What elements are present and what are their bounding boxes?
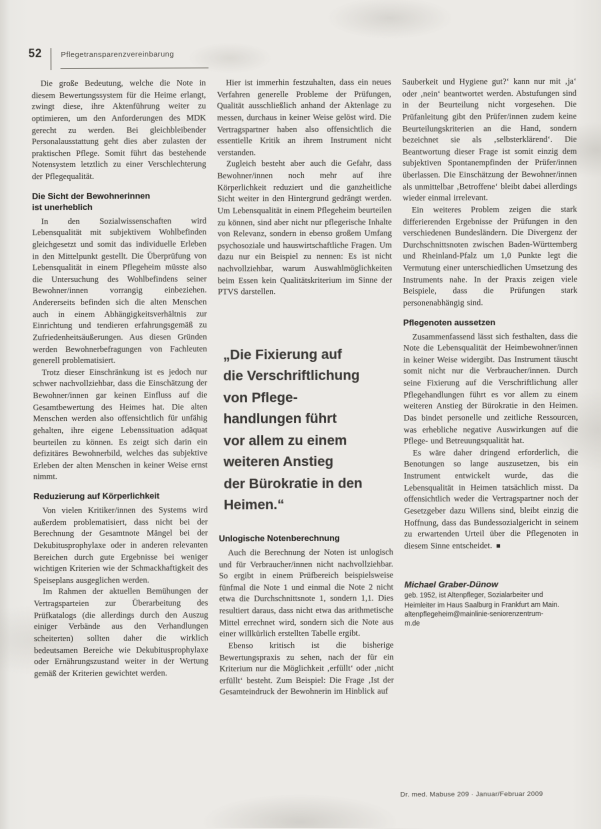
pull-quote-line: von Pflege- [223,389,298,406]
column-middle [217,77,394,699]
pull-quote-line: die Verschriftlichung [223,368,360,384]
section-heading: Die Sicht der Bewohnerinnen ist unerheblich [32,190,151,212]
author-bio-line: altenpflegeheim@mainlinie-seniorenzentrum- [404,610,544,619]
section-heading: Reduzierung auf Körperlichkeit [33,490,160,502]
paragraph: In den Sozialwissenschaften wird Lebensqualität mit subjektivem Wohlbefinden gleichgesetzt und somit das individuelle Erleben in den Mittelpunkt gestellt. Die Überprüfung von Lebensqualität in einem Pflegeheim müsste also die Untersuchung des Wohlbefindens seiner Bewohner/innen vorrangig einbeziehen. Andererseits befinden sich die alten Menschen auch in einem Abhängigkeitsverhältnis zur Einrichtung und tendieren erfahrungsgemäß zu Zufriedenheitsäußerungen. Aus diesen Gründen werden Bewohnerbefragungen von Fachleuten generell problematisiert. [32,216,208,366]
paragraph: Zusammenfassend lässt sich festhalten, dass die Note die Lebensqualität der Heimbewohner/innen in keiner Weise widergibt. Das Instrument täuscht somit nicht nur die Verbraucher/innen. Durch seine Fixierung auf die Verschriftlichung aller Pflegehandlungen führt es vor allem zu einem weiteren Anstieg der Bürokratie in den Heimen. Das bindet personelle und zeitliche Ressourcen, was erhebliche negative Auswirkungen auf die Pflege- und Betreuungsqualität hat. [403,331,579,446]
paragraph: Im Rahmen der aktuellen Bemühungen der Vertragsparteien zur Überarbeitung des Prüfkatalogs (die allerdings durch den Auszug einiger Verbände aus den Verhandlungen scheiterten) sollten daher die wirklich bedeutsamen Bereiche wie Dekubitusprophylaxe oder Ernährungszustand weiter in der Wertung gemäß der Kriterien gewichtet werden. [33,586,209,678]
paragraph: Zugleich besteht aber auch die Gefahr, dass Bewohner/innen noch mehr auf ihre Körperlichkeit reduziert und die ganzheitliche Sicht weiter in den Hintergrund gedrängt werden. Um Lebensqualität in einem Pflegeheim beurteilen zu können, sind aber nicht nur pflegerische Inhalte von Relevanz, sondern in ebenso großem Umfang psychosoziale und hauswirtschaftliche Fragen. Um dazu nur ein Beispiel zu nennen: Es ist nicht nachvollziehbar, warum Auswahlmöglichkeiten beim Essen kein Qualitätskriterium im Sinne der PTVS darstellen. [217,158,393,297]
pull-quote-line: weiteren Anstieg [223,454,334,470]
author-name: Michael Graber-Dünow [404,579,499,590]
page-number: 52 [28,48,42,61]
author-block [404,579,579,629]
page-header [28,47,209,70]
paragraph: Trotz dieser Einschränkung ist es jedoch nur schwer nachvollziehbar, dass die Einschätzung der Bewohner/innen gar keinen Einfluss auf die Gesamtbewertung des Heimes hat. Die alten Menschen werden also offensichtlich für unfähig gehalten, ihre eigene Lebenssituation adäquat beurteilen zu können. Es zeigt sich darin ein defizitäres Bewohnerbild, welches das subjektive Erleben der alten Menschen in keiner Weise ernst nimmt. [32,367,208,482]
end-of-article-marker: ■ [496,541,501,550]
column-right [402,76,579,698]
pull-quote-line: vor allem zu einem [223,432,347,449]
author-bio-line: geb. 1952, ist Altenpfleger, Sozialarbeiter und [404,592,544,600]
pull-quote-line: „Die Fixierung auf [223,346,342,363]
pull-quote-line: der Bürokratie in den [223,475,363,492]
section-title: Pflegetransparenzvereinbarung [61,47,209,69]
header-divider [51,48,52,70]
author-bio-line: m.de [404,620,420,628]
paragraph: Sauberkeit und Hygiene gut?‘ kann nur mit ‚ja‘ oder ‚nein‘ beantwortet werden. Abstufungen sind in der Beurteilung nicht vorgesehen. Die Prüfanleitung gibt den Prüfer/innen zudem keine Beurteilungskriterien an die Hand, sondern bezeichnet sie als ‚selbsterklärend‘. Die Beantwortung dieser Frage ist somit einzig dem subjektiven Spontanempfinden der Prüfer/innen überlassen. Die Einschätzung der Bewohner/innen als unmittelbar ‚Betroffene‘ bleibt dabei allerdings wieder einmal irrelevant. [402,76,578,203]
paragraph: Von vielen Kritiker/innen des Systems wird außerdem problematisiert, dass nicht bei der Berechnung der Gesamtnote Mängel bei der Dekubitusprophylaxe oder in anderen relevanten Bereichen durch gute Ergebnisse bei weniger wichtigen Kriterien wie der Schmackhaftigkeit des Speiseplans ausgeglichen werden. [33,505,209,585]
pull-quote [218,343,393,516]
pull-quote-line: Heimen.“ [223,497,285,513]
paragraph: Es wäre daher dringend erforderlich, die Benotungen so lange auszusetzen, bis ein Instrument entwickelt wurde, das die Lebensqualität in Heimen tatsächlich misst. Da offensichtlich weder die Vertragspartner noch der Gesetzgeber dazu Willens sind, bleibt einzig die Hoffnung, dass das Bundessozialgericht in seinem zu erwartenden Urteil über die Pflegenoten in diesem Sinne entscheidet. ■ [403,447,579,551]
paragraph: Ein weiteres Problem zeigen die stark differierenden Ergebnisse der Prüfungen in den verschiedenen Bundesländern. Die Divergenz der Durchschnittsnoten zwischen Baden-Württemberg und Rheinland-Pfalz um 1,0 Punkte legt die Vermutung einer unterschiedlichen Umsetzung des Instruments nahe. In der Praxis zeigen viele Beispiele, dass die Prüfungen stark personenabhängig sind. [402,204,578,308]
paragraph: Ebenso kritisch ist die bisherige Bewertungspraxis zu sehen, nach der für ein Kriterium nur die Möglichkeit ‚erfüllt‘ oder ‚nicht erfüllt‘ besteht. Zum Beispiel: Die Frage ‚Ist der Gesamteindruck der Bewohnerin im Hinblick auf [219,640,394,697]
pull-quote-line: handlungen führt [223,411,337,427]
paragraph: Auch die Berechnung der Noten ist unlogisch und für Verbraucher/innen nicht nachvollziehbar. So ergibt in einem Prüfbereich beispielsweise fünfmal die Note 1 und einmal die Note 2 nicht etwa die Durchschnittsnote 1, sondern 1,1. Dies resultiert daraus, dass nicht etwa das arithmetische Mittel errechnet wird, sondern sich die Note aus einer willkürlich erstellten Tabelle ergibt. [218,547,394,639]
column-left [32,77,209,699]
footer-credit: Dr. med. Mabuse 209 · Januar/Februar 2009 [400,790,544,799]
article-columns [32,76,580,699]
author-bio-line: Heimleiter im Haus Saalburg in Frankfurt am Main. [404,601,560,610]
paragraph: Hier ist immerhin festzuhalten, dass ein neues Verfahren generelle Probleme der Prüfungen, Qualität ausschließlich anhand der Aktenlage zu messen, durchaus in keiner Weise gelöst wird. Die Vertragspartner haben also offensichtlich die essentielle Kritik an ihrem Instrument nicht verstanden. [216,77,392,158]
section-heading: Unlogische Notenberechnung [218,532,340,544]
paragraph: Die große Bedeutung, welche die Note in diesem Bewertungssystem für die Heime erlangt, zwingt diese, ihre Aktenführung weiter zu optimieren, um den Anforderungen des MDK gerecht zu werden. Bei gleichbleibender Personalausstattung geht dies aber zulasten der praktischen Pflege. Somit führt das bestehende Notensystem letztlich zu einer Verschlechterung der Pflegequalität. [31,78,207,182]
section-heading: Pflegenoten aussetzen [403,316,496,328]
